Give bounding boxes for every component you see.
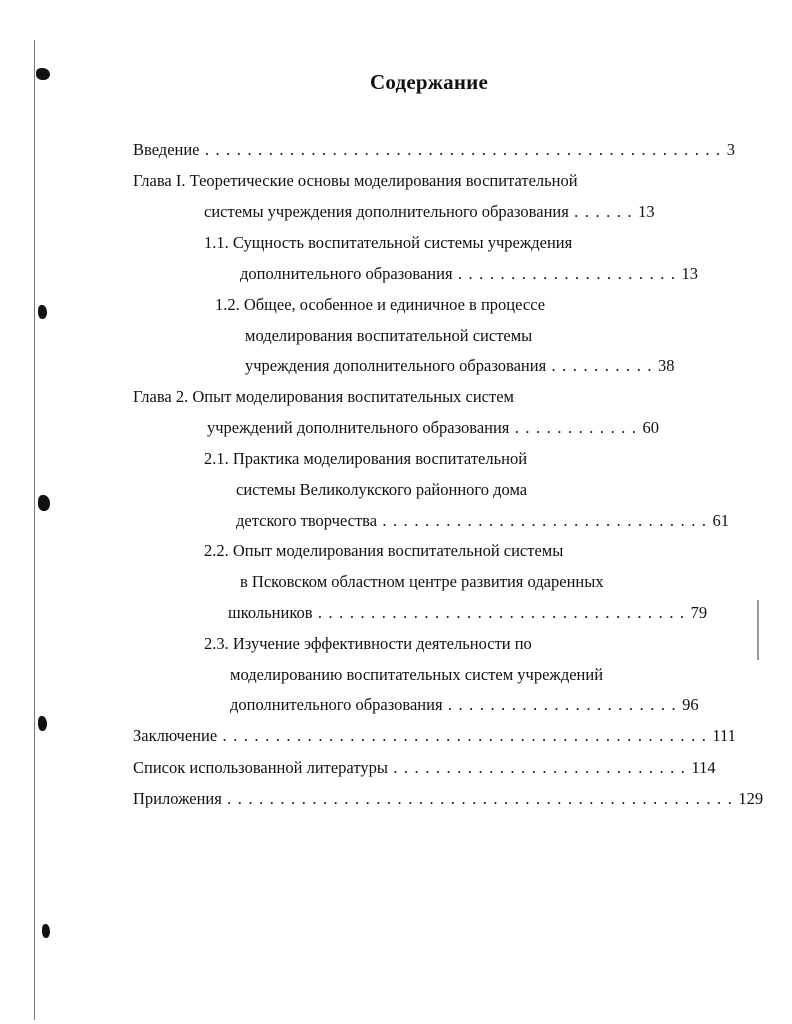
toc-entry: Введение . . . . . . . . . . . . . . . . . . . . . . . . . . . . . . . . . . . . . . . . . . . . . . . . . 3 — [133, 140, 735, 159]
toc-entry: школьников . . . . . . . . . . . . . . . . . . . . . . . . . . . . . . . . . . . 79 — [228, 603, 708, 622]
page-number: 61 — [712, 511, 730, 530]
toc-entry: Глава 2. Опыт моделирования воспитательных систем — [133, 387, 514, 406]
toc-entry: Заключение . . . . . . . . . . . . . . . . . . . . . . . . . . . . . . . . . . . . . . . . . . . . . . 111 — [133, 726, 736, 745]
scan-edge-line — [34, 40, 35, 1020]
scan-mark — [38, 495, 50, 511]
toc-entry: 2.2. Опыт моделирования воспитательной системы — [204, 541, 564, 560]
toc-entry: 2.1. Практика моделирования воспитательной — [204, 449, 528, 468]
toc-entry: учреждений дополнительного образования . . . . . . . . . . . . 60 — [207, 418, 660, 437]
page-title: Содержание — [370, 70, 488, 94]
toc-entry: Глава I. Теоретические основы моделирования воспитательной — [133, 171, 578, 190]
toc-entry: в Псковском областном центре развития одаренных — [240, 572, 604, 591]
toc-entry: дополнительного образования . . . . . . . . . . . . . . . . . . . . . . 96 — [230, 695, 699, 714]
toc-entry: детского творчества . . . . . . . . . . . . . . . . . . . . . . . . . . . . . . . 61 — [236, 511, 730, 530]
page-number: 114 — [691, 758, 716, 777]
toc-entry: 2.3. Изучение эффективности деятельности по — [204, 634, 532, 653]
toc-entry: учреждения дополнительного образования . . . . . . . . . . 38 — [245, 356, 675, 375]
toc-entry: 1.2. Общее, особенное и единичное в процессе — [215, 295, 546, 314]
scan-mark — [42, 924, 50, 938]
scan-mark — [38, 716, 47, 731]
page-number: 3 — [726, 140, 735, 159]
page-number: 129 — [738, 789, 764, 808]
toc-entry: моделированию воспитательных систем учреждений — [230, 665, 604, 684]
scan-mark — [38, 305, 47, 319]
toc-entry: системы Великолукского районного дома — [236, 480, 528, 499]
toc-entry: 1.1. Сущность воспитательной системы учреждения — [204, 233, 573, 252]
toc-entry: дополнительного образования . . . . . . . . . . . . . . . . . . . . . 13 — [240, 264, 699, 283]
toc-entry: Приложения . . . . . . . . . . . . . . . . . . . . . . . . . . . . . . . . . . . . . . . . . . . . . . . . 129 — [133, 789, 764, 808]
page-number: 38 — [658, 356, 675, 375]
page-number: 13 — [638, 202, 655, 221]
scan-edge-line-right — [757, 600, 759, 660]
toc-entry: моделирования воспитательной системы — [245, 326, 533, 345]
toc-entry: системы учреждения дополнительного образования . . . . . . 13 — [204, 202, 655, 221]
toc-entry: Список использованной литературы . . . . . . . . . . . . . . . . . . . . . . . . . . . . 114 — [133, 758, 716, 777]
page-number: 111 — [712, 726, 736, 745]
page-number: 96 — [682, 695, 699, 714]
page-number: 79 — [690, 603, 708, 622]
page-number: 60 — [642, 418, 660, 437]
page-number: 13 — [681, 264, 699, 283]
